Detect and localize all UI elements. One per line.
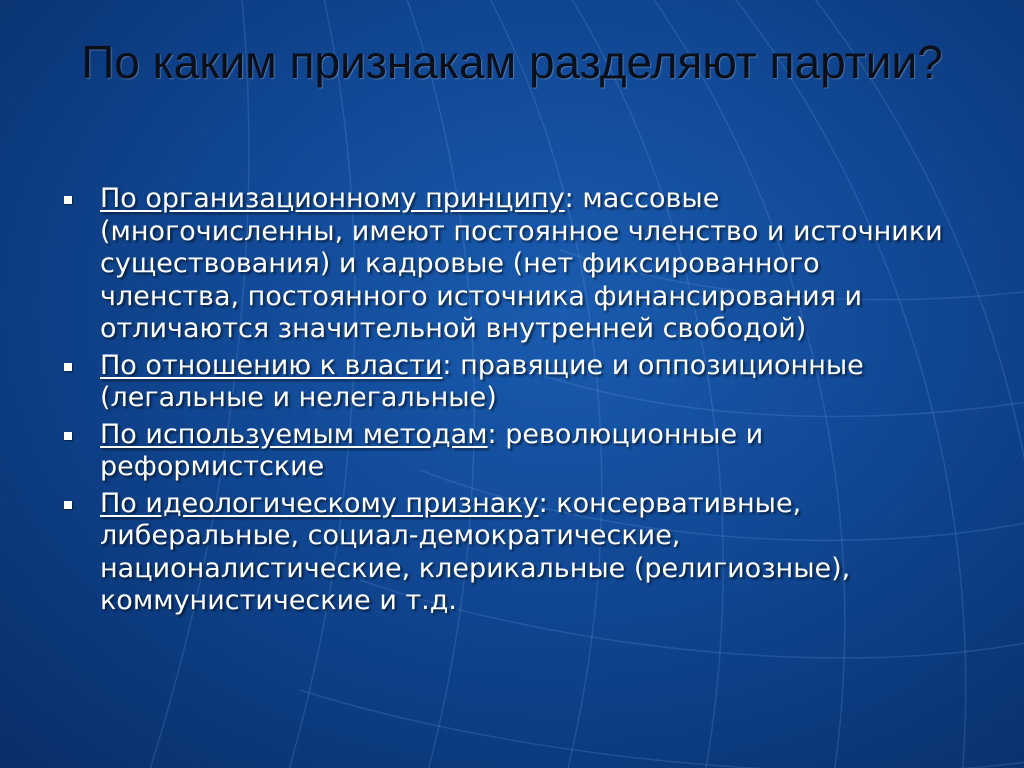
slide-title: По каким признакам разделяют партии? xyxy=(81,36,943,88)
bullet-text: : правящие и оппозиционные (легальные и нелегальные) xyxy=(100,349,864,413)
square-bullet-icon xyxy=(64,432,72,440)
bullet-term: По идеологическому признаку xyxy=(100,487,539,519)
bullet-item-methods xyxy=(60,419,960,484)
bullet-list xyxy=(60,183,960,622)
square-bullet-icon xyxy=(64,196,72,204)
bullet-text: : революционные и реформистские xyxy=(100,418,764,482)
bullet-item-organizational xyxy=(60,183,960,346)
bullet-text: : массовые (многочисленны, имеют постоянное членство и источники существования) и кадровые (нет фиксированного членства, постоянного источника финансирования и отличаются значительной внутренней свободой) xyxy=(100,183,943,344)
bullet-item-power-relation xyxy=(60,350,960,415)
bullet-term: По отношению к власти xyxy=(100,349,443,381)
square-bullet-icon xyxy=(64,363,72,371)
square-bullet-icon xyxy=(64,501,72,509)
bullet-item-ideology xyxy=(60,488,960,618)
bullet-term: По используемым методам xyxy=(100,418,488,450)
bullet-text: : консервативные, либеральные, социал-демократические, националистические, клерикальные (религиозные), коммунистические и т.д. xyxy=(100,487,851,616)
bullet-term: По организационному принципу xyxy=(100,183,565,214)
